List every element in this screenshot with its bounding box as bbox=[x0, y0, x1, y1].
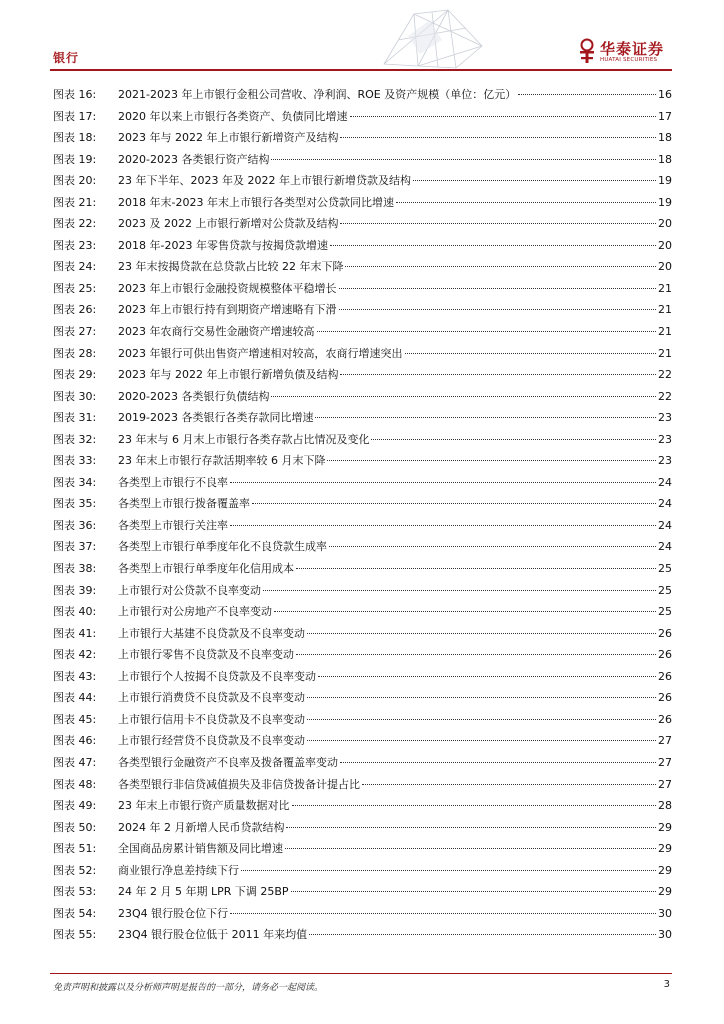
toc-entry-page: 26 bbox=[658, 691, 672, 705]
toc-dot-leader bbox=[340, 223, 656, 224]
toc-entry-title: 2023 年农商行交易性金融资产增速较高 bbox=[118, 325, 315, 339]
toc-entry-page: 27 bbox=[658, 777, 672, 791]
toc-entry[interactable] bbox=[53, 711, 672, 733]
toc-entry-page: 18 bbox=[658, 152, 672, 166]
toc-entry[interactable] bbox=[53, 862, 672, 884]
toc-entry-title: 2024 年 2 月新增人民币贷款结构 bbox=[118, 820, 285, 834]
toc-entry-page: 19 bbox=[658, 174, 672, 188]
toc-entry-label: 图表 41: bbox=[53, 626, 97, 640]
logo-text-en: HUATAI SECURITIES bbox=[600, 57, 658, 63]
toc-entry[interactable] bbox=[53, 345, 672, 367]
toc-dot-leader bbox=[413, 180, 656, 181]
toc-entry-title: 各类型上市银行单季度年化不良贷款生成率 bbox=[118, 540, 327, 554]
toc-entry-label: 图表 52: bbox=[53, 863, 97, 877]
toc-entry-page: 21 bbox=[658, 281, 672, 295]
toc-dot-leader bbox=[292, 805, 657, 806]
toc-entry-label: 图表 32: bbox=[53, 432, 97, 446]
toc-entry-title: 各类型银行金融资产不良率及拨备覆盖率变动 bbox=[118, 755, 338, 769]
toc-entry-title: 2018 年末-2023 年末上市银行各类型对公贷款同比增速 bbox=[118, 195, 394, 209]
toc-entry-page: 23 bbox=[658, 411, 672, 425]
toc-dot-leader bbox=[330, 245, 656, 246]
toc-entry-label: 图表 54: bbox=[53, 906, 97, 920]
toc-entry[interactable] bbox=[53, 301, 672, 323]
toc-entry-label: 图表 28: bbox=[53, 346, 97, 360]
toc-dot-leader bbox=[296, 568, 656, 569]
toc-entry-title: 各类型上市银行不良率 bbox=[118, 475, 228, 489]
toc-entry-page: 25 bbox=[658, 605, 672, 619]
toc-dot-leader bbox=[271, 159, 656, 160]
toc-entry-title: 23 年下半年、2023 年及 2022 年上市银行新增贷款及结构 bbox=[118, 174, 411, 188]
toc-entry-page: 20 bbox=[658, 260, 672, 274]
toc-entry-title: 上市银行个人按揭不良贷款及不良率变动 bbox=[118, 669, 316, 683]
toc-entry-label: 图表 16: bbox=[53, 88, 97, 101]
toc-entry-title: 2023 年与 2022 年上市银行新增资产及结构 bbox=[118, 131, 339, 145]
toc-entry-title: 2020-2023 各类银行资产结构 bbox=[118, 152, 270, 166]
toc-entry-label: 图表 38: bbox=[53, 562, 97, 576]
toc-entry[interactable] bbox=[53, 517, 672, 539]
toc-entry-page: 28 bbox=[658, 799, 672, 813]
toc-entry-label: 图表 42: bbox=[53, 648, 97, 662]
toc-entry-page: 30 bbox=[658, 928, 672, 942]
toc-dot-leader bbox=[345, 266, 656, 267]
toc-entry[interactable] bbox=[53, 108, 672, 130]
toc-entry-page: 19 bbox=[658, 195, 672, 209]
toc-entry-label: 图表 27: bbox=[53, 325, 97, 339]
toc-entry[interactable] bbox=[53, 538, 672, 560]
toc-entry-title: 2023 年上市银行持有到期资产增速略有下滑 bbox=[118, 303, 337, 317]
toc-entry[interactable] bbox=[53, 668, 672, 690]
toc-entry[interactable] bbox=[53, 258, 672, 280]
toc-entry-label: 图表 29: bbox=[53, 368, 97, 382]
toc-entry-label: 图表 25: bbox=[53, 281, 97, 295]
toc-entry-title: 商业银行净息差持续下行 bbox=[118, 863, 239, 877]
toc-entry-page: 25 bbox=[658, 562, 672, 576]
toc-entry-page: 24 bbox=[658, 475, 672, 489]
toc-entry-title: 上市银行经营贷不良贷款及不良率变动 bbox=[118, 734, 305, 748]
toc-dot-leader bbox=[405, 353, 657, 354]
toc-entry-title: 23 年末按揭贷款在总贷款占比较 22 年末下降 bbox=[118, 260, 344, 274]
toc-entry-label: 图表 19: bbox=[53, 152, 97, 166]
toc-entry-page: 26 bbox=[658, 669, 672, 683]
toc-entry-label: 图表 50: bbox=[53, 820, 97, 834]
toc-entry-page: 16 bbox=[658, 88, 672, 101]
toc-dot-leader bbox=[271, 396, 656, 397]
toc-entry-label: 图表 55: bbox=[53, 928, 97, 942]
toc-entry-page: 27 bbox=[658, 734, 672, 748]
toc-entry-title: 全国商品房累计销售额及同比增速 bbox=[118, 842, 283, 856]
toc-entry-page: 26 bbox=[658, 712, 672, 726]
toc-dot-leader bbox=[518, 94, 656, 95]
toc-dot-leader bbox=[252, 503, 656, 504]
toc-entry[interactable] bbox=[53, 474, 672, 496]
toc-entry[interactable] bbox=[53, 172, 672, 194]
toc-entry-label: 图表 31: bbox=[53, 411, 97, 425]
toc-entry[interactable] bbox=[53, 86, 672, 108]
toc-entry-label: 图表 53: bbox=[53, 885, 97, 899]
toc-entry-title: 各类型上市银行关注率 bbox=[118, 518, 228, 532]
toc-dot-leader bbox=[371, 439, 656, 440]
toc-entry[interactable] bbox=[53, 280, 672, 302]
decorative-wireframe bbox=[378, 6, 488, 70]
section-label: 银行 bbox=[53, 51, 80, 65]
toc-dot-leader bbox=[317, 331, 657, 332]
toc-entry[interactable] bbox=[53, 797, 672, 819]
toc-dot-leader bbox=[315, 417, 656, 418]
toc-entry-title: 24 年 2 月 5 年期 LPR 下调 25BP bbox=[118, 885, 289, 899]
toc-dot-leader bbox=[291, 891, 656, 892]
toc-entry-title: 2020-2023 各类银行负债结构 bbox=[118, 389, 270, 403]
toc-dot-leader bbox=[274, 611, 656, 612]
toc-entry-page: 24 bbox=[658, 540, 672, 554]
figure-list bbox=[53, 86, 672, 948]
toc-entry-label: 图表 46: bbox=[53, 734, 97, 748]
toc-dot-leader bbox=[309, 934, 656, 935]
toc-dot-leader bbox=[340, 137, 656, 138]
toc-entry[interactable] bbox=[53, 495, 672, 517]
toc-entry-title: 23Q4 银行股仓位低于 2011 年来均值 bbox=[118, 928, 308, 942]
toc-entry[interactable] bbox=[53, 409, 672, 431]
toc-entry[interactable] bbox=[53, 452, 672, 474]
toc-entry[interactable] bbox=[53, 646, 672, 668]
toc-entry-title: 上市银行零售不良贷款及不良率变动 bbox=[118, 648, 294, 662]
toc-entry-page: 23 bbox=[658, 432, 672, 446]
toc-entry-title: 2021-2023 年上市银行金租公司营收、净利润、ROE 及资产规模（单位：亿元） bbox=[118, 88, 517, 101]
toc-entry-page: 22 bbox=[658, 368, 672, 382]
toc-entry-label: 图表 40: bbox=[53, 605, 97, 619]
page-number: 3 bbox=[663, 979, 670, 990]
toc-entry-label: 图表 22: bbox=[53, 217, 97, 231]
toc-entry[interactable] bbox=[53, 625, 672, 647]
toc-entry[interactable] bbox=[53, 905, 672, 927]
toc-dot-leader bbox=[339, 309, 657, 310]
toc-entry-title: 2023 年银行可供出售资产增速相对较高，农商行增速突出 bbox=[118, 346, 403, 360]
toc-entry-label: 图表 24: bbox=[53, 260, 97, 274]
toc-entry-page: 24 bbox=[658, 518, 672, 532]
toc-entry-title: 上市银行对公房地产不良率变动 bbox=[118, 605, 272, 619]
toc-entry-label: 图表 36: bbox=[53, 518, 97, 532]
toc-entry-title: 上市银行信用卡不良贷款及不良率变动 bbox=[118, 712, 305, 726]
toc-entry-page: 27 bbox=[658, 755, 672, 769]
toc-entry-title: 23 年末上市银行资产质量数据对比 bbox=[118, 799, 290, 813]
toc-entry[interactable] bbox=[53, 388, 672, 410]
toc-entry-label: 图表 34: bbox=[53, 475, 97, 489]
toc-entry-title: 上市银行对公贷款不良率变动 bbox=[118, 583, 261, 597]
toc-entry[interactable] bbox=[53, 732, 672, 754]
toc-dot-leader bbox=[286, 827, 656, 828]
toc-entry-page: 29 bbox=[658, 863, 672, 877]
toc-dot-leader bbox=[307, 740, 656, 741]
toc-dot-leader bbox=[307, 697, 656, 698]
toc-dot-leader bbox=[396, 202, 656, 203]
toc-entry[interactable] bbox=[53, 689, 672, 711]
toc-dot-leader bbox=[318, 676, 656, 677]
toc-entry-label: 图表 26: bbox=[53, 303, 97, 317]
toc-entry-title: 23 年末与 6 月末上市银行各类存款占比情况及变化 bbox=[118, 432, 370, 446]
toc-entry[interactable] bbox=[53, 603, 672, 625]
toc-entry-label: 图表 39: bbox=[53, 583, 97, 597]
toc-entry-label: 图表 23: bbox=[53, 238, 97, 252]
toc-dot-leader bbox=[340, 374, 656, 375]
toc-dot-leader bbox=[296, 654, 656, 655]
toc-entry-label: 图表 33: bbox=[53, 454, 97, 468]
toc-dot-leader bbox=[362, 784, 656, 785]
toc-dot-leader bbox=[230, 525, 656, 526]
toc-entry-label: 图表 45: bbox=[53, 712, 97, 726]
toc-entry[interactable] bbox=[53, 215, 672, 237]
toc-entry-page: 18 bbox=[658, 131, 672, 145]
toc-entry-title: 2020 年以来上市银行各类资产、负债同比增速 bbox=[118, 109, 348, 123]
toc-entry-label: 图表 48: bbox=[53, 777, 97, 791]
toc-entry-page: 23 bbox=[658, 454, 672, 468]
toc-entry-page: 25 bbox=[658, 583, 672, 597]
toc-entry-page: 29 bbox=[658, 842, 672, 856]
toc-entry[interactable] bbox=[53, 151, 672, 173]
toc-entry[interactable] bbox=[53, 194, 672, 216]
toc-dot-leader bbox=[230, 482, 656, 483]
page-header bbox=[0, 0, 724, 72]
logo-text-cn: 华泰证券 bbox=[600, 40, 665, 58]
toc-entry-page: 30 bbox=[658, 906, 672, 920]
toc-entry-page: 21 bbox=[658, 325, 672, 339]
toc-entry-label: 图表 21: bbox=[53, 195, 97, 209]
toc-entry[interactable] bbox=[53, 431, 672, 453]
toc-entry-page: 26 bbox=[658, 626, 672, 640]
toc-entry-title: 2019-2023 各类银行各类存款同比增速 bbox=[118, 411, 314, 425]
toc-entry[interactable] bbox=[53, 237, 672, 259]
toc-entry-page: 20 bbox=[658, 238, 672, 252]
toc-entry[interactable] bbox=[53, 819, 672, 841]
toc-entry-title: 23Q4 银行股仓位下行 bbox=[118, 906, 229, 920]
toc-entry-title: 上市银行大基建不良贷款及不良率变动 bbox=[118, 626, 305, 640]
toc-entry-page: 21 bbox=[658, 303, 672, 317]
toc-entry-label: 图表 30: bbox=[53, 389, 97, 403]
toc-entry-title: 各类型上市银行单季度年化信用成本 bbox=[118, 562, 294, 576]
toc-entry[interactable] bbox=[53, 582, 672, 604]
toc-entry-page: 24 bbox=[658, 497, 672, 511]
toc-dot-leader bbox=[339, 288, 657, 289]
toc-entry-title: 各类型银行非信贷减值损失及非信贷拨备计提占比 bbox=[118, 777, 360, 791]
toc-entry-label: 图表 47: bbox=[53, 755, 97, 769]
toc-entry-page: 29 bbox=[658, 820, 672, 834]
toc-entry-page: 17 bbox=[658, 109, 672, 123]
toc-dot-leader bbox=[263, 590, 656, 591]
toc-dot-leader bbox=[241, 870, 656, 871]
toc-entry-page: 29 bbox=[658, 885, 672, 899]
toc-entry[interactable] bbox=[53, 754, 672, 776]
toc-entry[interactable] bbox=[53, 840, 672, 862]
toc-dot-leader bbox=[230, 913, 656, 914]
toc-entry-page: 20 bbox=[658, 217, 672, 231]
toc-entry-label: 图表 35: bbox=[53, 497, 97, 511]
toc-entry-page: 26 bbox=[658, 648, 672, 662]
toc-entry-title: 23 年末上市银行存款活期率较 6 月末下降 bbox=[118, 454, 326, 468]
toc-entry-label: 图表 20: bbox=[53, 174, 97, 188]
toc-dot-leader bbox=[327, 460, 656, 461]
huatai-logo-mark-icon bbox=[578, 38, 596, 64]
toc-entry-title: 各类型上市银行拨备覆盖率 bbox=[118, 497, 250, 511]
toc-entry[interactable] bbox=[53, 776, 672, 798]
toc-entry[interactable] bbox=[53, 560, 672, 582]
toc-entry[interactable] bbox=[53, 883, 672, 905]
toc-entry-label: 图表 17: bbox=[53, 109, 97, 123]
toc-entry-label: 图表 18: bbox=[53, 131, 97, 145]
toc-entry-title: 2023 及 2022 上市银行新增对公贷款及结构 bbox=[118, 217, 339, 231]
toc-entry-label: 图表 51: bbox=[53, 842, 97, 856]
toc-entry-page: 21 bbox=[658, 346, 672, 360]
toc-entry-title: 2018 年-2023 年零售贷款与按揭贷款增速 bbox=[118, 238, 328, 252]
toc-entry-label: 图表 49: bbox=[53, 799, 97, 813]
toc-dot-leader bbox=[285, 848, 656, 849]
toc-entry-title: 上市银行消费贷不良贷款及不良率变动 bbox=[118, 691, 305, 705]
toc-entry[interactable] bbox=[53, 366, 672, 388]
toc-entry-label: 图表 43: bbox=[53, 669, 97, 683]
toc-entry-label: 图表 37: bbox=[53, 540, 97, 554]
toc-entry-title: 2023 年上市银行金融投资规模整体平稳增长 bbox=[118, 281, 337, 295]
header-divider bbox=[50, 69, 672, 71]
toc-dot-leader bbox=[340, 762, 656, 763]
toc-dot-leader bbox=[350, 116, 657, 117]
toc-entry[interactable] bbox=[53, 129, 672, 151]
footer-disclaimer: 免责声明和披露以及分析师声明是报告的一部分，请务必一起阅读。 bbox=[53, 983, 324, 993]
toc-entry[interactable] bbox=[53, 323, 672, 345]
toc-entry-page: 22 bbox=[658, 389, 672, 403]
footer-divider bbox=[50, 973, 672, 974]
toc-dot-leader bbox=[329, 546, 656, 547]
toc-entry-label: 图表 44: bbox=[53, 691, 97, 705]
toc-entry-title: 2023 年与 2022 年上市银行新增负债及结构 bbox=[118, 368, 339, 382]
toc-entry[interactable] bbox=[53, 926, 672, 948]
toc-dot-leader bbox=[307, 719, 656, 720]
huatai-logo bbox=[578, 38, 678, 66]
toc-dot-leader bbox=[307, 633, 656, 634]
